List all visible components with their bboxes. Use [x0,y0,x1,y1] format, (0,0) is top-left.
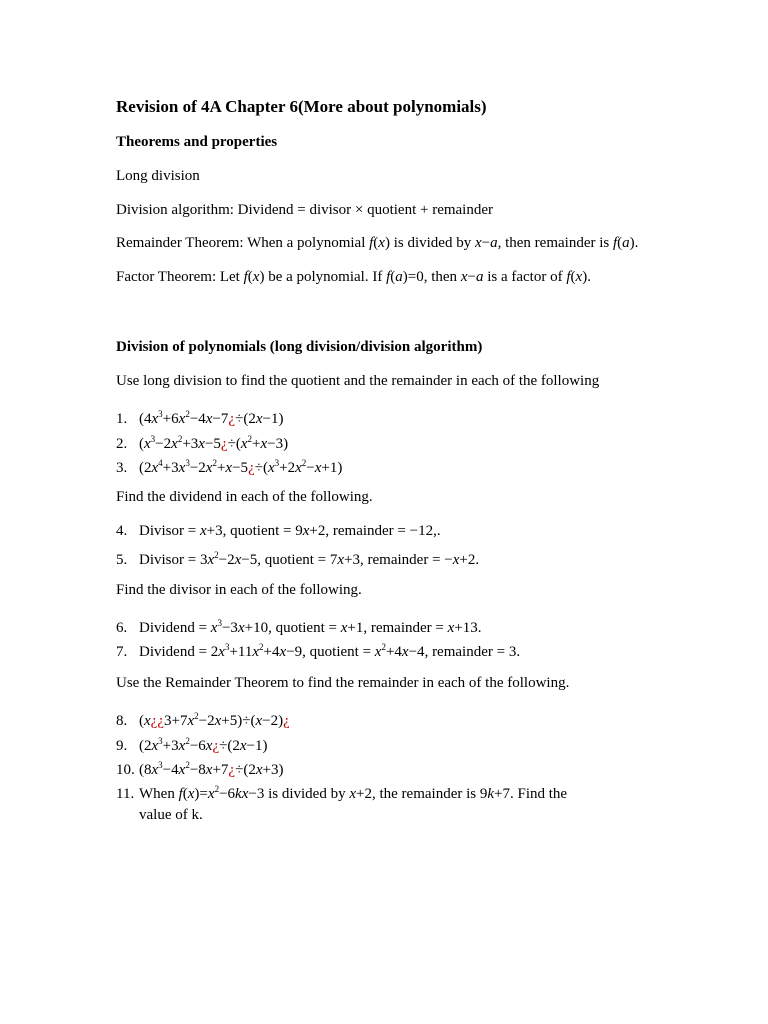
text-fragment: , the remainder is [371,786,480,802]
question-number: 7. [116,644,128,660]
question-6: 6. Dividend = $x^3-3x+10$, quotient = x+1, remainder = x+13. [116,618,482,636]
math-f: f [613,235,618,251]
text-fragment: , quotient = [257,552,330,568]
question-number: 8. [116,713,128,729]
math-x: x [575,269,583,285]
math-paren: ) [629,235,635,251]
math-paren: ) [259,269,265,285]
math-paren: ( [373,235,379,251]
text-fragment: , remainder = [363,620,448,636]
text-fragment: Dividend = [139,644,211,660]
text-fragment: , remainder = [424,644,509,660]
section-heading-theorems: Theorems and properties [116,134,278,150]
text-fragment: , remainder = [360,552,445,568]
math-x: x [378,235,385,251]
section-heading-division: Division of polynomials (long division/division algorithm) [116,339,483,355]
text-fragment: , remainder = [325,523,410,539]
question-number: 1. [116,411,128,427]
math-paren: ( [247,269,253,285]
text-fragment: . [477,620,482,636]
question-9 [116,731,268,756]
math-minus: − [467,269,476,285]
text-fragment: is divided by [264,786,350,802]
text-fragment: Factor Theorem: Let [116,269,244,285]
text-fragment: , then [423,269,461,285]
question-11-continuation: value of k. [139,807,203,823]
text-fragment: , quotient = [222,523,296,539]
division-algorithm-text: Division algorithm: Dividend = divisor × quotient + remainder [116,202,493,218]
text-fragment: , quotient = [268,620,341,636]
question-7: 7. Dividend = $2x^3+11x^2+4x-9$, quotient = $x^2+4x-4$, remainder = 3. [116,642,521,660]
math-x: x [474,235,482,251]
math-paren: ( [617,235,623,251]
instruction-dividend: Find the dividend in each of the following. [116,489,373,505]
text-fragment: Dividend = [139,620,211,636]
document-page [116,96,716,118]
page-title: Revision of 4A Chapter 6(More about polynomials) [116,97,487,116]
question-number: 10. [116,762,135,778]
instruction-remainder-theorem: Use the Remainder Theorem to find the remainder in each of the following. [116,675,570,691]
question-number: 4. [116,523,128,539]
question-number: 9. [116,738,128,754]
instruction-divisor: Find the divisor in each of the following. [116,582,362,598]
question-2 [116,429,288,454]
text-fragment: ,. [433,523,441,539]
question-expression: $(x¿¿3+7x^2-2x+5)\div(x-2)¿$ [139,711,290,729]
text-fragment: Remainder Theorem: When a polynomial [116,235,370,251]
question-expression: ($2x^3+3x^2-6x¿\div(2x-1)$ [139,736,268,754]
text-fragment: . Find the [510,786,568,802]
question-1 [116,404,283,429]
question-5: 5. Divisor = $3x^2-2x-5$, quotient = 7x+3, remainder = −x+2. [116,550,480,568]
math-paren: ) [402,269,408,285]
math-minus: − [481,235,491,251]
math-x: x [252,269,260,285]
long-division-label: Long division [116,168,200,184]
text-fragment: Divisor = [139,523,200,539]
math-a: a [395,269,403,285]
math-a: a [490,235,498,251]
question-number: 2. [116,436,128,452]
question-expression: ($8x^3-4x^2-8x+7¿\div(2x+3)$ [139,760,284,778]
text-fragment: is divided by [389,235,475,251]
text-fragment: When [139,786,179,802]
math-paren: ) [384,235,390,251]
math-paren: ( [570,269,576,285]
instruction-long-division: Use long division to find the quotient and the remainder in each of the following [116,373,600,389]
text-fragment: . [587,269,591,285]
question-number: 6. [116,620,128,636]
text-fragment: . [475,552,480,568]
text-fragment: . [516,644,521,660]
text-fragment: be a polynomial. If [264,269,387,285]
question-3 [116,453,342,478]
math-a: a [622,235,630,251]
question-number: 11. [116,786,135,802]
math-x: x [460,269,468,285]
math-eq: =0 [407,269,424,285]
question-expression: ($4x^3+6x^2-4x-7¿\div(2x-1)$ [139,409,284,427]
math-f: f [386,269,391,285]
factor-theorem-text [116,267,591,287]
math-paren: ) [582,269,588,285]
question-expression: ($x^3-2x^2+3x-5¿\div(x^2+x-3)$ [139,434,289,452]
remainder-theorem-text [116,233,638,253]
question-4: 4. Divisor = x+3, quotient = 9x+2, remainder = −12,. [116,523,441,539]
text-fragment: . [634,235,639,251]
math-f: f [566,269,571,285]
text-fragment: , quotient = [302,644,375,660]
math-f: f [243,269,248,285]
question-11: 11. When $f(x)=x^2-6kx-3$ is divided by x+2, the remainder is 9k+7. Find the [116,784,568,802]
question-expression: ($2x^4+3x^3-2x^2+x-5¿\div(x^3+2x^2-x+1)$ [139,458,343,476]
math-paren: ( [390,269,396,285]
question-8 [116,706,290,731]
math-fx: f [369,235,374,251]
text-fragment: is a factor of [483,269,567,285]
question-number: 5. [116,552,128,568]
text-fragment: , then remainder is [497,235,613,251]
question-10 [116,755,283,780]
question-number: 3. [116,460,128,476]
math-a: a [475,269,484,285]
text-fragment: Divisor = [139,552,200,568]
